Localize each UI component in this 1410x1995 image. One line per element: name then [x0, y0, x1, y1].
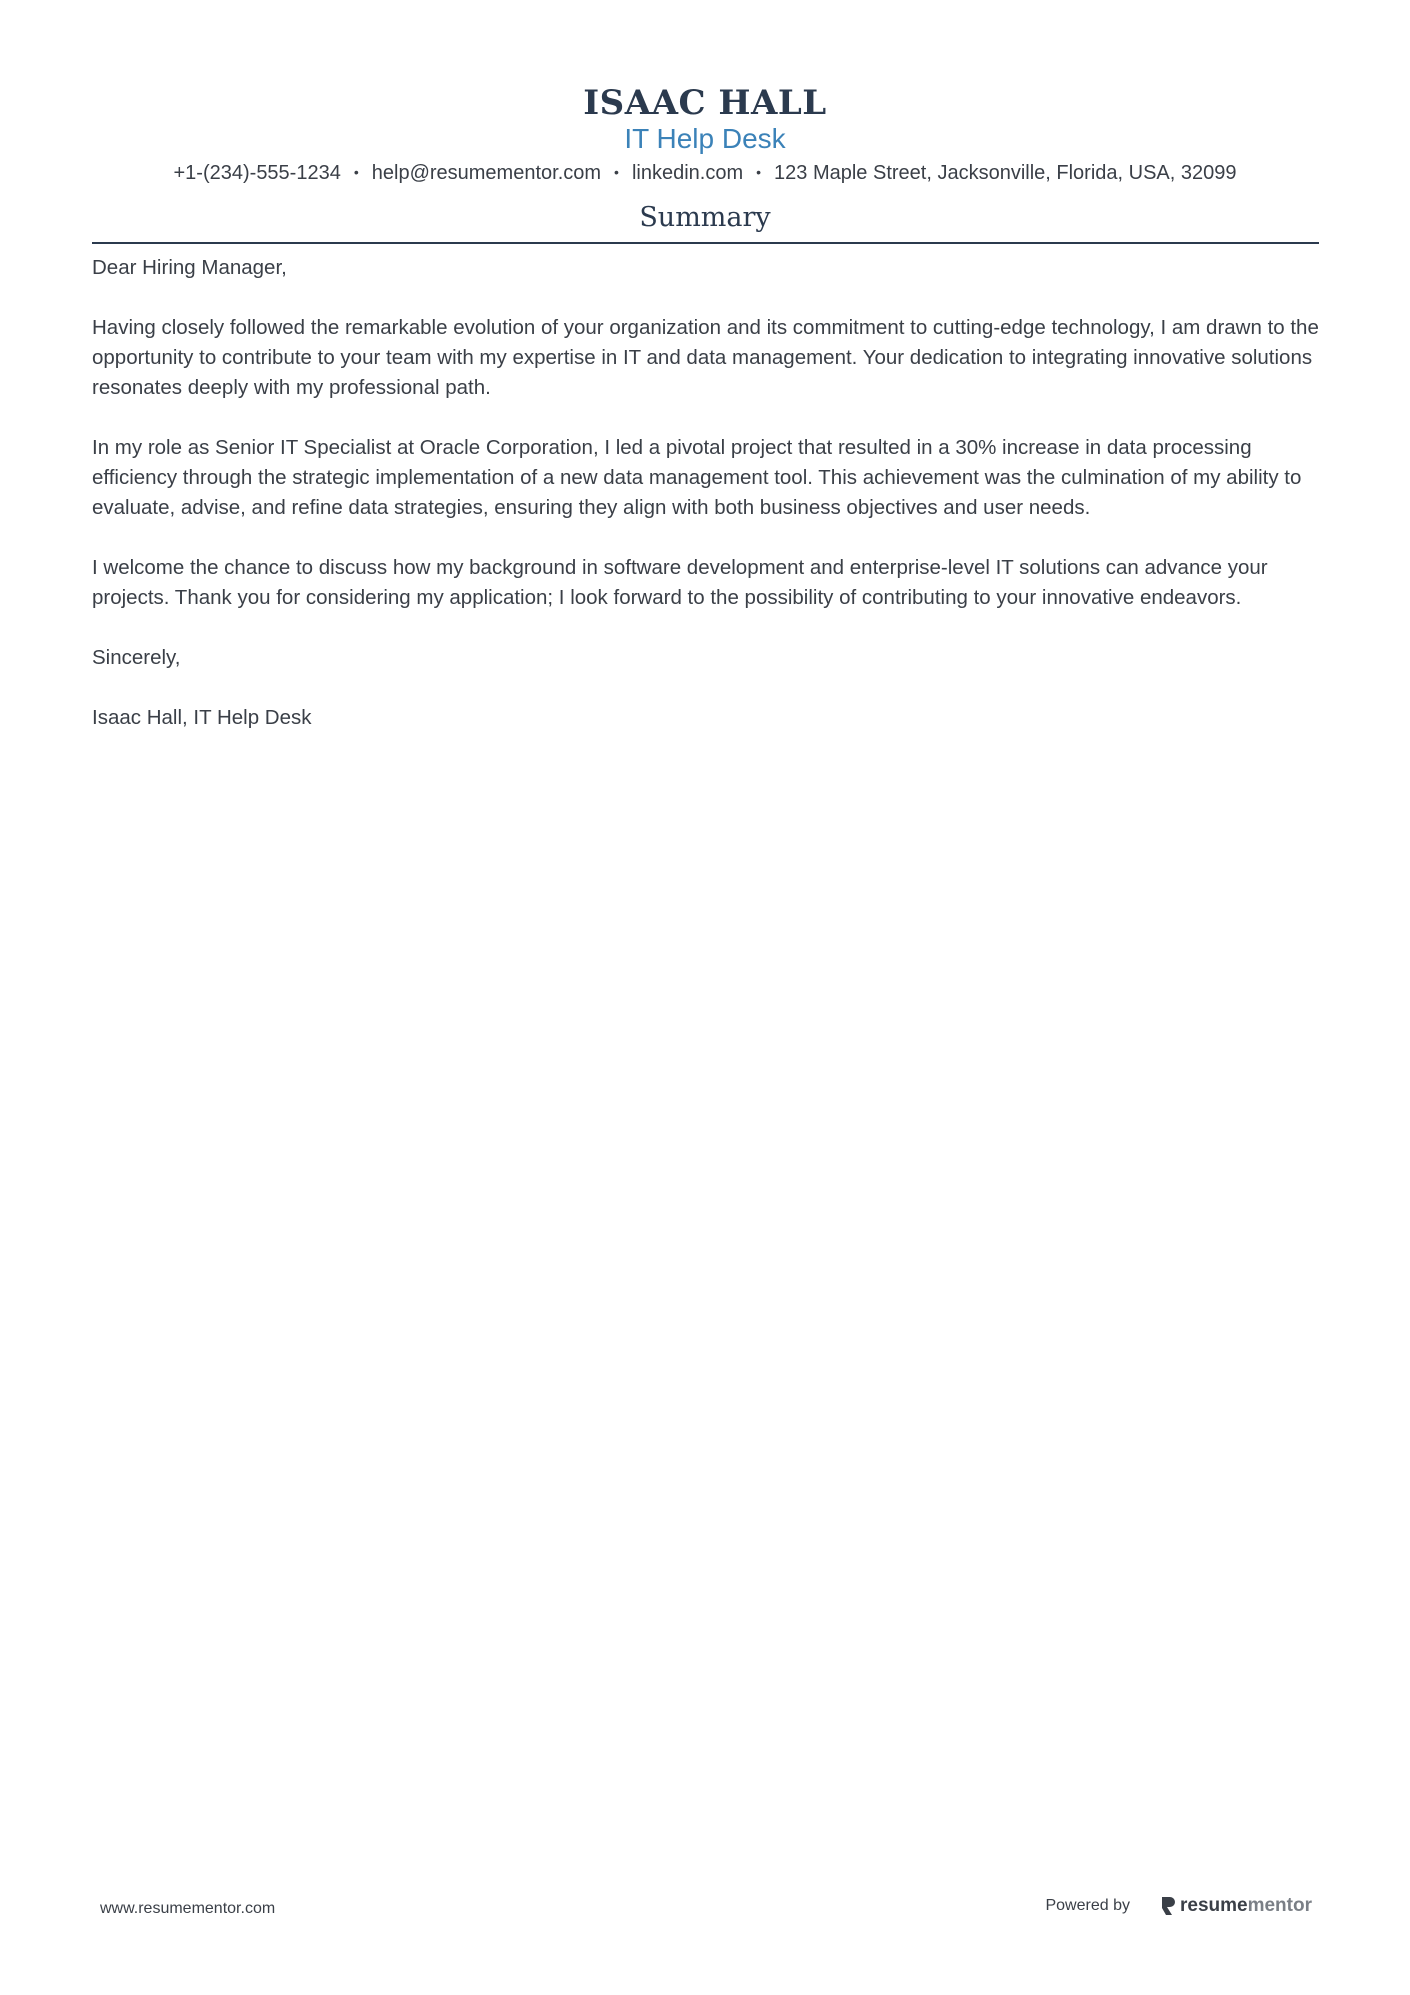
brand-logo — [1160, 1895, 1312, 1917]
footer-branding — [1045, 1895, 1312, 1917]
letter-paragraph: Having closely followed the remarkable evolution of your organization and its commitment to cutting-edge technology, I am drawn to the opportunity to contribute to your team with my expertise in IT and data management. Your dedication to integrating innovative solutions resonates deeply with my professional path. — [92, 316, 1319, 399]
letter-paragraph: In my role as Senior IT Specialist at Oracle Corporation, I led a pivotal project that resulted in a 30% increase in data processing efficiency through the strategic implementation of a new data management tool. This achievement was the culmination of my ability to evaluate, advise, and refine data strategies, ensuring they align with both business objectives and user needs. — [92, 436, 1302, 519]
letter-paragraph: I welcome the chance to discuss how my background in software development and enterprise-level IT solutions can advance your projects. Thank you for considering my application; I look forward to the possibility of contributing to your innovative endeavors. — [92, 556, 1268, 609]
separator-dot: • — [756, 164, 762, 180]
header — [0, 82, 1410, 189]
separator-dot: • — [353, 164, 359, 180]
letter-body — [92, 253, 1327, 763]
powered-by-label: Powered by — [1045, 1897, 1130, 1914]
brand-name-part1: resume — [1179, 1895, 1248, 1916]
contact-email: help@resumementor.com — [371, 162, 602, 184]
job-title: IT Help Desk — [624, 123, 786, 154]
resumementor-logo-icon — [1160, 1896, 1176, 1916]
contact-phone: +1-(234)-555-1234 — [173, 162, 341, 184]
separator-dot: • — [614, 164, 619, 180]
contact-linkedin: linkedin.com — [631, 162, 744, 184]
letter-signature: Isaac Hall, IT Help Desk — [92, 706, 312, 729]
section-title: Summary — [639, 202, 771, 233]
candidate-name: ISAAC HALL — [583, 83, 827, 123]
footer-website: www.resumementor.com — [100, 1900, 276, 1917]
brand-name-part2: mentor — [1247, 1895, 1312, 1916]
section-divider — [92, 242, 1319, 244]
contact-line — [0, 158, 1410, 189]
letter-greeting: Dear Hiring Manager, — [92, 256, 287, 279]
letter-closing: Sincerely, — [92, 646, 181, 669]
contact-address: 123 Maple Street, Jacksonville, Florida, USA, 32099 — [774, 162, 1237, 184]
